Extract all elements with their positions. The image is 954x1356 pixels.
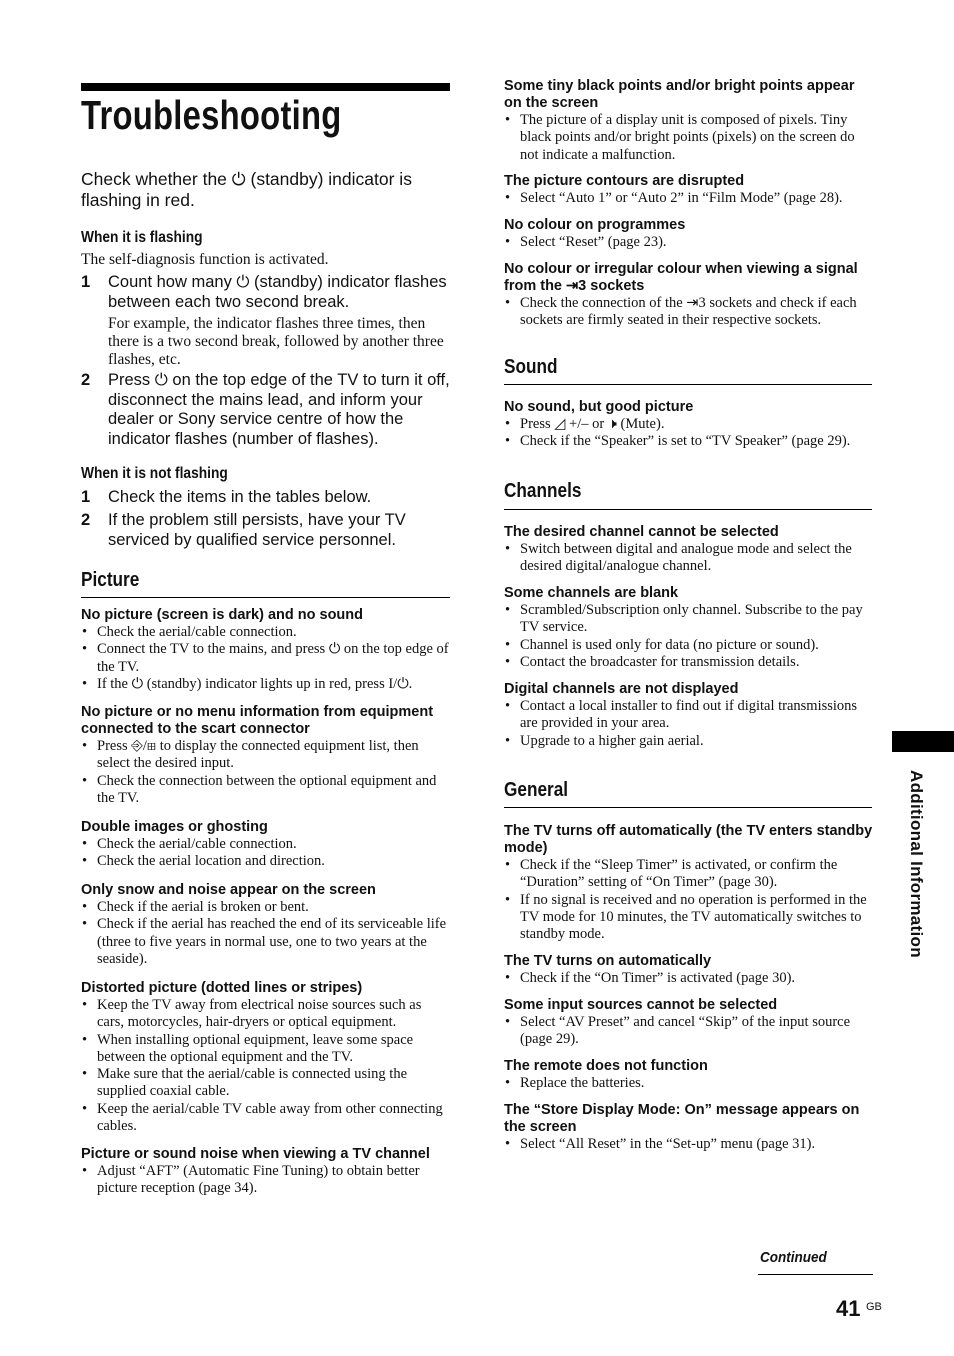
- section-rule: [504, 807, 872, 808]
- when-flashing-text: The self-diagnosis function is activated.: [81, 251, 329, 268]
- title-rule: [81, 83, 450, 91]
- side-tab-label: Additional Information: [907, 770, 926, 958]
- item-heading: No picture (screen is dark) and no sound: [81, 607, 363, 623]
- picture-item-7: [504, 78, 874, 164]
- not-flashing-step-1: [81, 488, 451, 508]
- channels-item-1: [504, 524, 874, 576]
- page-number: 41: [836, 1296, 861, 1321]
- item-heading: Some tiny black points and/or bright points appear on the screen: [504, 78, 855, 111]
- flashing-step-2: [81, 371, 451, 451]
- intro-part2: (standby) indicator is flashing in red.: [81, 169, 412, 210]
- channels-item-2: [504, 585, 874, 671]
- step-text: If the problem still persists, have your TV serviced by qualified service personnel.: [108, 511, 406, 549]
- section-heading-channels: Channels: [504, 480, 582, 502]
- item-bullet: • Contact the broadcaster for transmission details.: [504, 654, 874, 671]
- item-heading: Some channels are blank: [504, 585, 679, 601]
- item-bullet: • Check the aerial/cable connection.: [81, 624, 451, 641]
- item-heading: The remote does not function: [504, 1058, 708, 1074]
- item-bullet: • Keep the aerial/cable TV cable away from other connecting cables.: [81, 1101, 451, 1136]
- sound-item-1: [504, 399, 874, 451]
- item-heading: The TV turns on automatically: [504, 953, 712, 969]
- channels-item-3: [504, 681, 874, 750]
- item-heading: No picture or no menu information from equipment connected to the scart connector: [81, 704, 434, 737]
- item-heading: Distorted picture (dotted lines or stripes): [81, 980, 363, 996]
- step-number: 2: [81, 511, 91, 529]
- general-item-4: [504, 1058, 874, 1092]
- not-flashing-step-2: [81, 511, 451, 551]
- item-bullet: • Select “AV Preset” and cancel “Skip” of the input source (page 29).: [504, 1014, 874, 1049]
- item-heading: Only snow and noise appear on the screen: [81, 882, 376, 898]
- item-bullet: • Upgrade to a higher gain aerial.: [504, 733, 874, 750]
- picture-item-6: [81, 1146, 451, 1198]
- when-flashing-heading: When it is flashing: [81, 229, 203, 246]
- item-bullet: • Check if the “Sleep Timer” is activated, or confirm the “Duration” setting of “On Timer” (page 30).: [504, 857, 874, 892]
- item-bullet: • Scrambled/Subscription only channel. Subscribe to the pay TV service.: [504, 602, 874, 637]
- item-bullet: • Channel is used only for data (no picture or sound).: [504, 637, 874, 654]
- item-heading: Digital channels are not displayed: [504, 681, 739, 697]
- picture-item-4: [81, 882, 451, 968]
- item-bullet: • Replace the batteries.: [504, 1075, 874, 1092]
- general-item-5: [504, 1102, 874, 1153]
- item-bullet: • Select “Auto 1” or “Auto 2” in “Film Mode” (page 28).: [504, 190, 874, 207]
- item-bullet: • Check if the aerial is broken or bent.: [81, 899, 451, 916]
- section-heading-picture: Picture: [81, 569, 140, 591]
- picture-item-1: [81, 607, 451, 693]
- picture-item-8: [504, 173, 874, 207]
- page-title: Troubleshooting: [81, 92, 342, 138]
- item-bullet: • Keep the TV away from electrical noise sources such as cars, motorcycles, hair-dryers or optical equipment.: [81, 997, 451, 1032]
- picture-item-5: [81, 980, 451, 1135]
- intro-text: [81, 169, 456, 211]
- general-item-1: [504, 823, 874, 943]
- picture-item-10: [504, 261, 874, 330]
- step-text: Count how many ⏻ (standby) indicator flashes between each two second break.: [108, 273, 447, 311]
- continued-label: Continued: [760, 1249, 827, 1266]
- continued-rule: [758, 1274, 873, 1275]
- step-number: 1: [81, 273, 91, 291]
- item-bullet: • Select “Reset” (page 23).: [504, 234, 874, 251]
- step-number: 1: [81, 488, 91, 506]
- section-rule: [504, 384, 872, 385]
- item-bullet: • Check the aerial/cable connection.: [81, 836, 451, 853]
- section-rule: [504, 509, 872, 510]
- step-text: Press ⏻ on the top edge of the TV to turn it off, disconnect the mains lead, and inform your dealer or Sony service centre of how the indicator flashes (number of flashes).: [108, 371, 450, 448]
- item-bullet: • Check the connection between the optional equipment and the TV.: [81, 773, 451, 808]
- item-heading: The TV turns off automatically (the TV enters standby mode): [504, 823, 873, 856]
- item-bullet: • If the ⏻ (standby) indicator lights up in red, press I/⏻.: [81, 676, 451, 693]
- item-bullet: • The picture of a display unit is composed of pixels. Tiny black points and/or bright points (pixels) on the screen do not indicate a malfunction.: [504, 112, 874, 164]
- item-bullet: • Adjust “AFT” (Automatic Fine Tuning) to obtain better picture reception (page 34).: [81, 1163, 451, 1198]
- item-bullet: • Switch between digital and analogue mode and select the desired digital/analogue channel.: [504, 541, 874, 576]
- item-bullet: • Check if the “Speaker” is set to “TV Speaker” (page 29).: [504, 433, 874, 450]
- item-heading: No colour or irregular colour when viewing a signal from the ⇥3 sockets: [504, 261, 858, 294]
- item-bullet: • Check if the “On Timer” is activated (page 30).: [504, 970, 874, 987]
- step-number: 2: [81, 371, 91, 389]
- picture-item-9: [504, 217, 874, 251]
- item-bullet: • Press ◿ +/– or 🕨 (Mute).: [504, 416, 874, 433]
- item-bullet: • Press ⎆/⊞ to display the connected equipment list, then select the desired input.: [81, 738, 451, 773]
- item-heading: No sound, but good picture: [504, 399, 694, 415]
- step-text: Check the items in the tables below.: [108, 488, 372, 506]
- item-heading: The picture contours are disrupted: [504, 173, 745, 189]
- item-heading: The desired channel cannot be selected: [504, 524, 779, 540]
- when-not-flashing-heading: When it is not flashing: [81, 465, 228, 482]
- picture-item-3: [81, 819, 451, 871]
- item-heading: No colour on programmes: [504, 217, 686, 233]
- power-icon: ⏻: [231, 169, 246, 189]
- section-heading-sound: Sound: [504, 356, 558, 378]
- general-item-3: [504, 997, 874, 1049]
- item-heading: The “Store Display Mode: On” message appears on the screen: [504, 1102, 860, 1135]
- section-rule: [81, 597, 450, 598]
- item-bullet: • Connect the TV to the mains, and press ⏻ on the top edge of the TV.: [81, 641, 451, 676]
- item-bullet: • Make sure that the aerial/cable is connected using the supplied coaxial cable.: [81, 1066, 451, 1101]
- item-bullet: • If no signal is received and no operation is performed in the TV mode for 10 minutes, the TV automatically switches to standby mode.: [504, 892, 874, 944]
- item-heading: Double images or ghosting: [81, 819, 268, 835]
- section-heading-general: General: [504, 779, 569, 801]
- item-bullet: • Contact a local installer to find out if digital transmissions are provided in your area.: [504, 698, 874, 733]
- item-bullet: • Select “All Reset” in the “Set-up” menu (page 31).: [504, 1136, 874, 1153]
- side-tab-marker: [892, 731, 954, 752]
- item-bullet: • When installing optional equipment, leave some space between the optional equipment and the TV.: [81, 1032, 451, 1067]
- item-bullet: • Check if the aerial has reached the end of its serviceable life (three to five years in normal use, one to two years at the seaside).: [81, 916, 451, 968]
- picture-item-2: [81, 704, 451, 807]
- flashing-step-1: [81, 273, 451, 315]
- item-bullet: • Check the aerial location and direction.: [81, 853, 451, 870]
- general-item-2: [504, 953, 874, 987]
- item-bullet: • Check the connection of the ⇥3 sockets and check if each sockets are firmly seated in their respective sockets.: [504, 295, 874, 330]
- item-heading: Picture or sound noise when viewing a TV channel: [81, 1146, 430, 1162]
- intro-part1: Check whether the: [81, 169, 232, 189]
- page-suffix: GB: [866, 1301, 882, 1313]
- item-heading: Some input sources cannot be selected: [504, 997, 778, 1013]
- flashing-step-note: For example, the indicator flashes three times, then there is a two second break, followed by another three flashes, etc.: [108, 315, 444, 368]
